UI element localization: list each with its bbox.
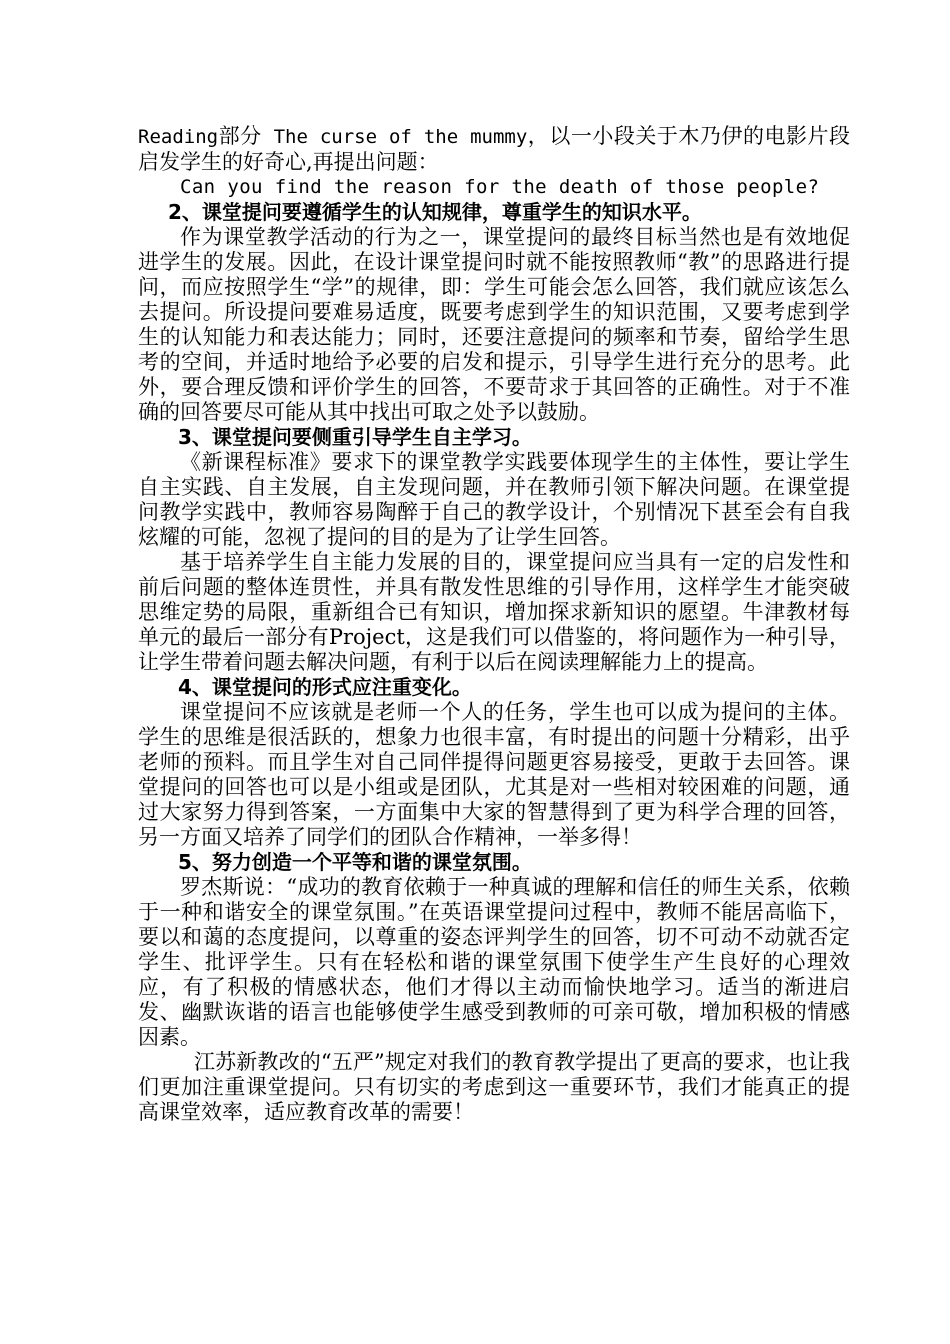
conclusion-paragraph: 江苏新教改的“五严”规定对我们的教育教学提出了更高的要求，也让我们更加注重课堂提问。只有切实的考虑到这一重要环节，我们才能真正的提高课堂效率，适应教育改革的需要！ (138, 1050, 850, 1124)
section-4-heading: 4、课堂提问的形式应注重变化。 (178, 675, 472, 699)
intro-prefix: Reading (138, 126, 219, 148)
section-2-paragraph-1: 作为课堂教学活动的行为之一，课堂提问的最终目标当然也是有效地促进学生的发展。因此，在设计课堂提问时就不能按照教师“教”的思路进行提问，而应按照学生“学”的规律，即：学生可能会怎么回答，我们就应该怎么去提问。所设提问要难易适度，既要考虑到学生的知识范围，又要考虑到学生的认知能力和表达能力；同时，还要注意提问的频率和节奏，留给学生思考的空间，并适时地给予必要的启发和提示，引导学生进行充分的思考。此外，要合理反馈和评价学生的回答，不要苛求于其回答的正确性。对于不准确的回答要尽可能从其中找出可取之处予以鼓励。 (138, 225, 850, 424)
intro-text: 部分 (218, 124, 262, 148)
section-3-heading: 3、课堂提问要侧重引导学生自主学习。 (178, 425, 532, 449)
section-4-paragraph-1: 课堂提问不应该就是老师一个人的任务，学生也可以成为提问的主体。学生的思维是很活跃的，想象力也很丰富，有时提出的问题十分精彩，出乎老师的预料。而且学生对自己同伴提得问题更容易接受，更敢于去回答。课堂提问的回答也可以是小组或是团队，尤其是对一些相对较困难的问题，通过大家努力得到答案，一方面集中大家的智慧得到了更为科学合理的回答，另一方面又培养了同学们的团队合作精神，一举多得！ (138, 700, 850, 849)
intro-rest: ，以一小段关于木乃伊的电影片段启发学生的好奇心,再提出问题： (138, 124, 850, 174)
section-3-paragraph-1: 《新课程标准》要求下的课堂教学实践要体现学生的主体性，要让学生自主实践、自主发展，自主发现问题，并在教师引领下解决问题。在课堂提问教学实践中，教师容易陶醉于自己的教学设计，个别情况下甚至会有自我炫耀的可能，忽视了提问的目的是为了让学生回答。 (138, 450, 850, 549)
intro-title: The curse of the mummy (261, 126, 528, 148)
intro-paragraph (138, 124, 850, 175)
document-body (138, 124, 850, 1125)
question-line: Can you find the reason for the death of those people? (180, 176, 820, 198)
section-2-heading: 2、课堂提问要遵循学生的认知规律，尊重学生的知识水平。 (168, 200, 702, 224)
section-5-paragraph-1: 罗杰斯说：“成功的教育依赖于一种真诚的理解和信任的师生关系，依赖于一种和谐安全的课堂氛围。”在英语课堂提问过程中，教师不能居高临下，要以和蔼的态度提问，以尊重的姿态评判学生的回答，切不可动不动就否定学生、批评学生。只有在轻松和谐的课堂氛围下使学生产生良好的心理效应，有了积极的情感状态，他们才得以主动而愉快地学习。适当的渐进启发、幽默诙谐的语言也能够使学生感受到教师的可亲可敬，增加积极的情感因素。 (138, 875, 850, 1049)
section-3-paragraph-2: 基于培养学生自主能力发展的目的，课堂提问应当具有一定的启发性和前后问题的整体连贯性，并具有散发性思维的引导作用，这样学生才能突破思维定势的局限，重新组合已有知识，增加探求新知识的愿望。牛津教材每单元的最后一部分有Project，这是我们可以借鉴的，将问题作为一种引导，让学生带着问题去解决问题，有利于以后在阅读理解能力上的提高。 (138, 550, 850, 674)
section-5-heading: 5、努力创造一个平等和谐的课堂氛围。 (178, 850, 532, 874)
